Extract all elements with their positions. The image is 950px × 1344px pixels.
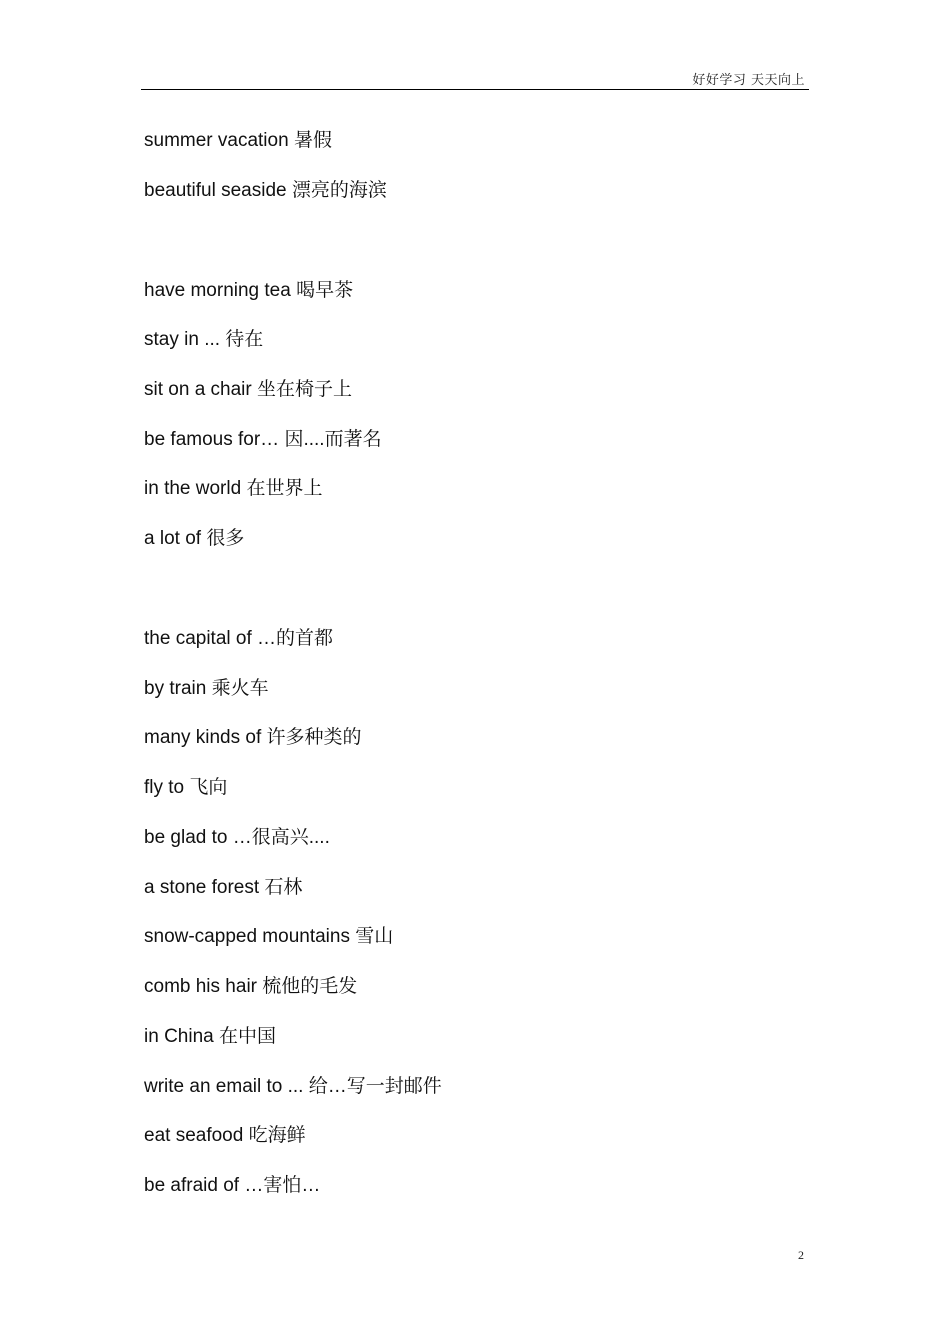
vocab-line: a stone forest 石林	[144, 877, 303, 898]
vocab-line: summer vacation 暑假	[144, 130, 332, 151]
vocab-line: be glad to …很高兴....	[144, 827, 330, 848]
vocab-line: by train 乘火车	[144, 678, 269, 699]
vocab-line: in China 在中国	[144, 1026, 276, 1047]
page-header	[141, 62, 809, 90]
vocab-line: a lot of 很多	[144, 528, 245, 549]
vocab-line: sit on a chair 坐在椅子上	[144, 379, 352, 400]
vocab-line: beautiful seaside 漂亮的海滨	[144, 180, 387, 201]
vocab-line: many kinds of 许多种类的	[144, 727, 362, 748]
vocab-line: fly to 飞向	[144, 777, 228, 798]
vocab-line: write an email to ... 给…写一封邮件	[144, 1076, 442, 1097]
vocab-line: stay in ... 待在	[144, 329, 264, 350]
vocab-line: in the world 在世界上	[144, 478, 323, 499]
vocab-line: comb his hair 梳他的毛发	[144, 976, 358, 997]
vocab-line: have morning tea 喝早茶	[144, 280, 354, 301]
vocab-line: snow-capped mountains 雪山	[144, 926, 394, 947]
vocab-line: be famous for… 因....而著名	[144, 429, 382, 450]
vocab-line: the capital of …的首都	[144, 628, 334, 649]
vocab-line: eat seafood 吃海鲜	[144, 1125, 306, 1146]
page-number: 2	[798, 1248, 804, 1262]
header-motto: 好好学习 天天向上	[692, 73, 805, 88]
vocab-line: be afraid of …害怕…	[144, 1175, 321, 1196]
